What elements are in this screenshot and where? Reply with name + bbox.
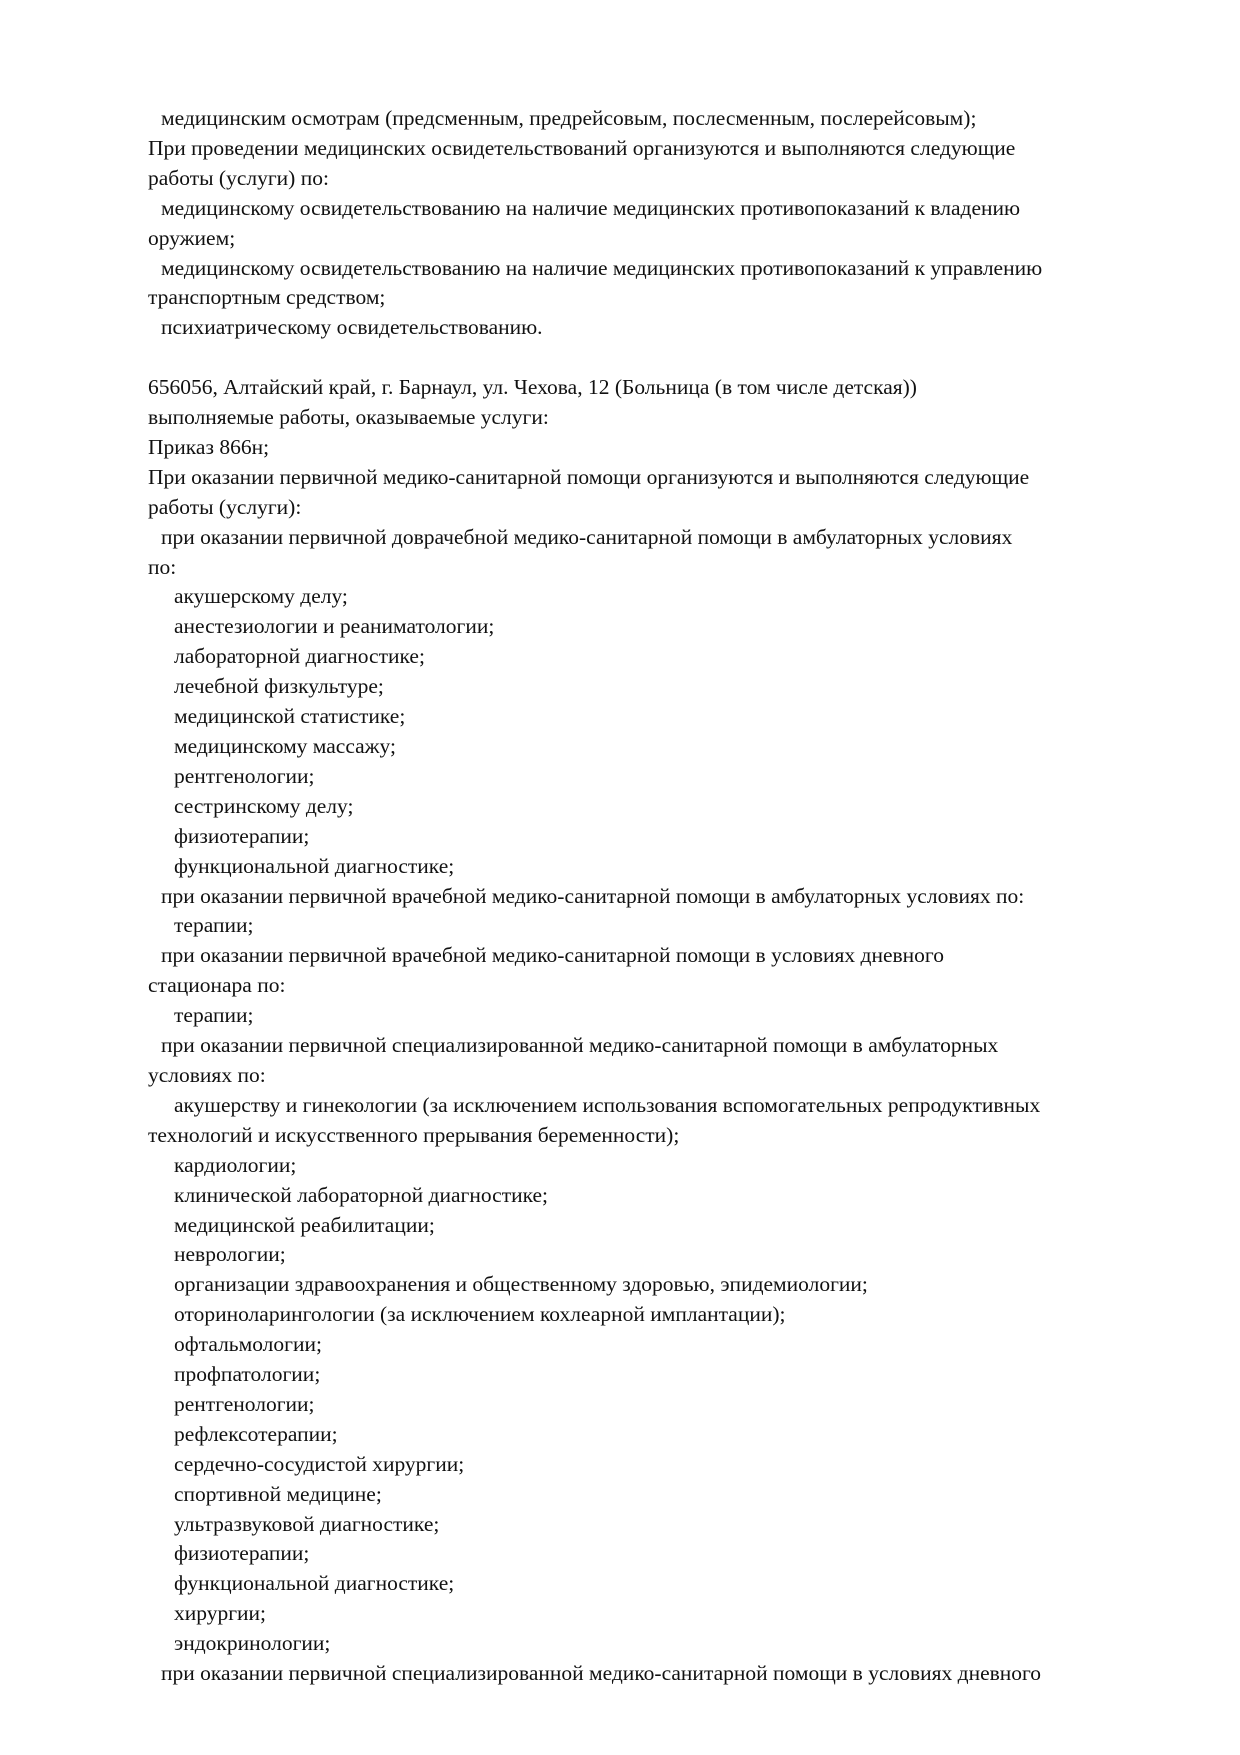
text-line: при оказании первичной врачебной медико-санитарной помощи в амбулаторных условиях по: (161, 883, 1025, 908)
list-item: функциональной диагностике; (174, 1571, 455, 1596)
list-item: лечебной физкультуре; (174, 674, 384, 699)
list-item: спортивной медицине; (174, 1481, 382, 1506)
list-item: рефлексотерапии; (174, 1421, 338, 1446)
text-line: по: (148, 554, 177, 579)
text-line: медицинскому освидетельствованию на наличие медицинских противопоказаний к управлению (161, 255, 1043, 280)
text-line: при оказании первичной врачебной медико-санитарной помощи в условиях дневного (161, 943, 944, 968)
text-line: транспортным средством; (148, 285, 386, 310)
list-item: функциональной диагностике; (174, 853, 455, 878)
text-line: 656056, Алтайский край, г. Барнаул, ул. Чехова, 12 (Больница (в том числе детская)) (148, 375, 917, 400)
list-item: сердечно-сосудистой хирургии; (174, 1451, 465, 1476)
text-line: при оказании первичной специализированной медико-санитарной помощи в условиях дневного (161, 1661, 1042, 1686)
text-line: при оказании первичной специализированной медико-санитарной помощи в амбулаторных (161, 1033, 999, 1058)
text-line: медицинским осмотрам (предсменным, предрейсовым, послесменным, послерейсовым); (161, 106, 977, 130)
text-line: При проведении медицинских освидетельствований организуются и выполняются следующие (148, 135, 1016, 160)
list-item: физиотерапии; (174, 823, 310, 848)
text-line: При оказании первичной медико-санитарной помощи организуются и выполняются следующие (148, 464, 1030, 489)
list-item: кардиологии; (174, 1152, 297, 1177)
blank-line (148, 343, 1188, 373)
list-item: медицинской реабилитации; (174, 1212, 435, 1237)
list-item: анестезиологии и реаниматологии; (174, 614, 495, 639)
list-item: профпатологии; (174, 1362, 321, 1387)
list-item: лабораторной диагностике; (174, 644, 425, 669)
text-line: выполняемые работы, оказываемые услуги: (148, 405, 549, 430)
list-item: неврологии; (174, 1242, 286, 1267)
list-item: офтальмологии; (174, 1332, 322, 1357)
document-page (148, 104, 1188, 1689)
text-line: стационара по: (148, 973, 286, 998)
list-item: оториноларингологии (за исключением кохлеарной имплантации); (174, 1302, 786, 1327)
list-item: рентгенологии; (174, 763, 315, 788)
text-line: работы (услуги) по: (148, 165, 329, 190)
list-item: акушерскому делу; (174, 584, 348, 609)
text-line: оружием; (148, 225, 236, 250)
list-item: хирургии; (174, 1601, 267, 1626)
list-item: медицинской статистике; (174, 704, 406, 729)
text-line: медицинскому освидетельствованию на наличие медицинских противопоказаний к владению (161, 195, 1021, 220)
text-line: при оказании первичной доврачебной медико-санитарной помощи в амбулаторных условиях (161, 524, 1013, 549)
text-line: психиатрическому освидетельствованию. (161, 315, 543, 340)
text-line: условиях по: (148, 1062, 266, 1087)
list-item: эндокринологии; (174, 1631, 331, 1656)
text-line: технологий и искусственного прерывания беременности); (148, 1122, 680, 1147)
text-line: Приказ 866н; (148, 434, 270, 459)
list-item: медицинскому массажу; (174, 734, 396, 759)
list-item: ультразвуковой диагностике; (174, 1511, 440, 1536)
list-item: рентгенологии; (174, 1391, 315, 1416)
list-item: клинической лабораторной диагностике; (174, 1182, 549, 1207)
text-line: работы (услуги): (148, 494, 302, 519)
list-item: сестринскому делу; (174, 793, 354, 818)
list-item: организации здравоохранения и общественному здоровью, эпидемиологии; (174, 1272, 868, 1297)
list-item: терапии; (174, 1003, 254, 1028)
list-item: акушерству и гинекологии (за исключением использования вспомогательных репродуктивных (174, 1092, 1041, 1117)
list-item: физиотерапии; (174, 1541, 310, 1566)
list-item: терапии; (174, 913, 254, 938)
